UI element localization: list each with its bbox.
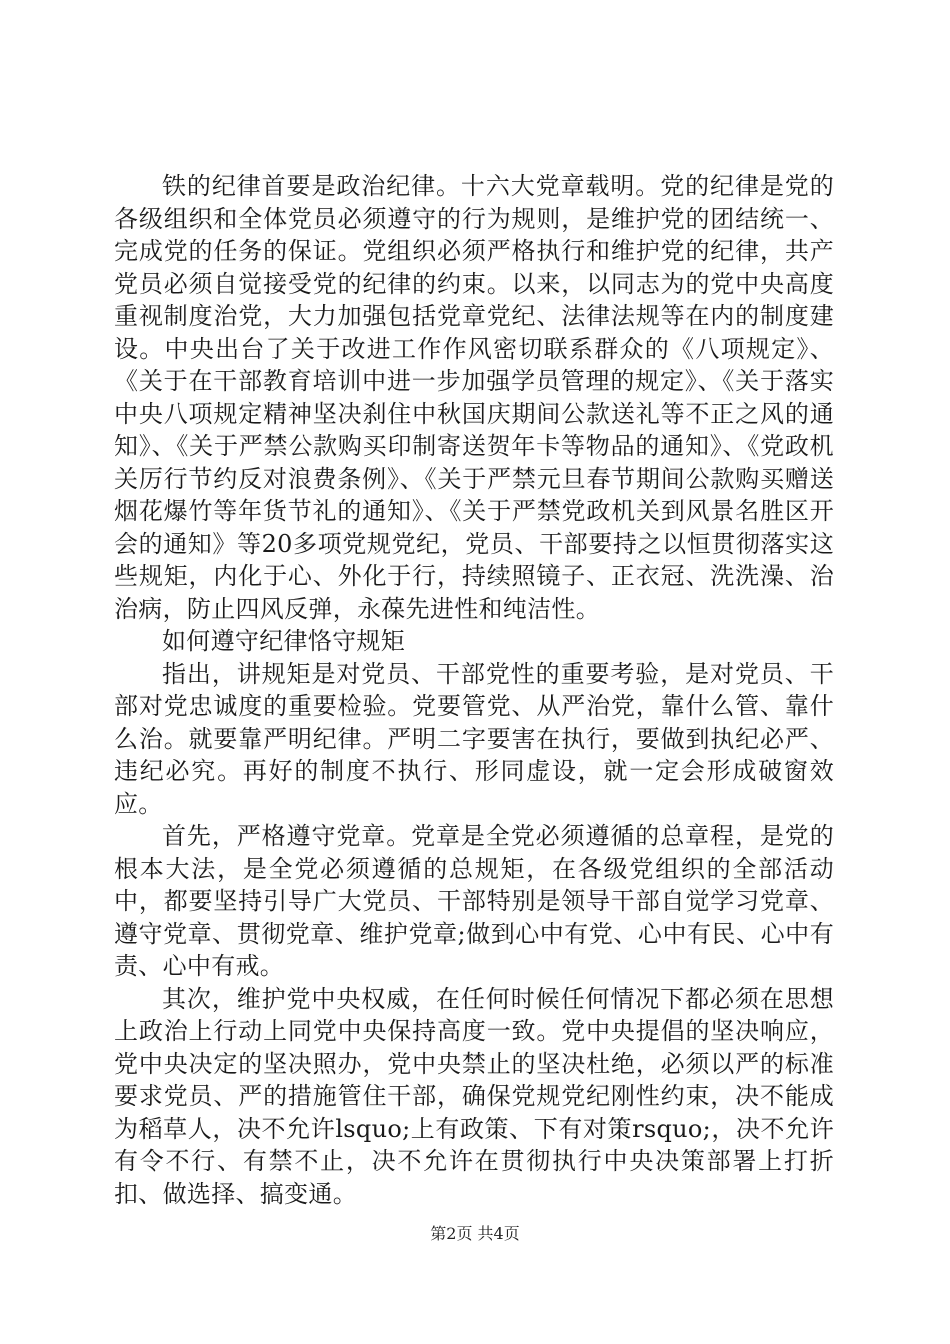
paragraph-rules-test: 指出，讲规矩是对党员、干部党性的重要考验，是对党员、干部对党忠诚度的重要检验。党要管党、从严治党，靠什么管、靠什么治。就要靠严明纪律。严明二字要害在执行，要做到执纪必严、违纪必究。再好的制度不执行、形同虚设，就一定会形成破窗效应。 [114,659,834,818]
section-heading: 如何遵守纪律恪守规矩 [162,627,405,655]
document-body [114,170,834,1210]
paragraph-first-party-constitution: 首先，严格遵守党章。党章是全党必须遵循的总章程，是党的根本大法，是全党必须遵循的总规矩，在各级党组织的全部活动中，都要坚持引导广大党员、干部特别是领导干部自觉学习党章、遵守党章、贯彻党章、维护党章;做到心中有党、心中有民、心中有责、心中有戒。 [114,822,834,980]
page-footer: 第2页 共4页 [430,1224,520,1243]
paragraph-political-discipline: 铁的纪律首要是政治纪律。十六大党章载明。党的纪律是党的各级组织和全体党员必须遵守的行为规则，是维护党的团结统一、完成党的任务的保证。党组织必须严格执行和维护党的纪律，共产党员必须自觉接受党的纪律的约束。以来，以同志为的党中央高度重视制度治党，大力加强包括党章党纪、法律法规等在内的制度建设。中央出台了关于改进工作作风密切联系群众的《八项规定》、《关于在干部教育培训中进一步加强学员管理的规定》、《关于落实中央八项规定精神坚决刹住中秋国庆期间公款送礼等不正之风的通知》、《关于严禁公款购买印制寄送贺年卡等物品的通知》、《党政机关厉行节约反对浪费条例》、《关于严禁元旦春节期间公款购买赠送烟花爆竹等年货节礼的通知》、《关于严禁党政机关到风景名胜区开会的通知》等20多项党规党纪，党员、干部要持之以恒贯彻落实这些规矩，内化于心、外化于行，持续照镜子、正衣冠、洗洗澡、治治病，防止四风反弹，永葆先进性和纯洁性。 [114,172,834,623]
paragraph-second-central-authority: 其次，维护党中央权威，在任何时候任何情况下都必须在思想上政治上行动上同党中央保持高度一致。党中央提倡的坚决响应，党中央决定的坚决照办，党中央禁止的坚决杜绝，必须以严的标准要求党员、严的措施管住干部，确保党规党纪刚性约束，决不能成为稻草人，决不允许lsquo;上有政策、下有对策rsquo;，决不允许有令不行、有禁不止，决不允许在贯彻执行中央决策部署上打折扣、做选择、搞变通。 [114,984,834,1208]
